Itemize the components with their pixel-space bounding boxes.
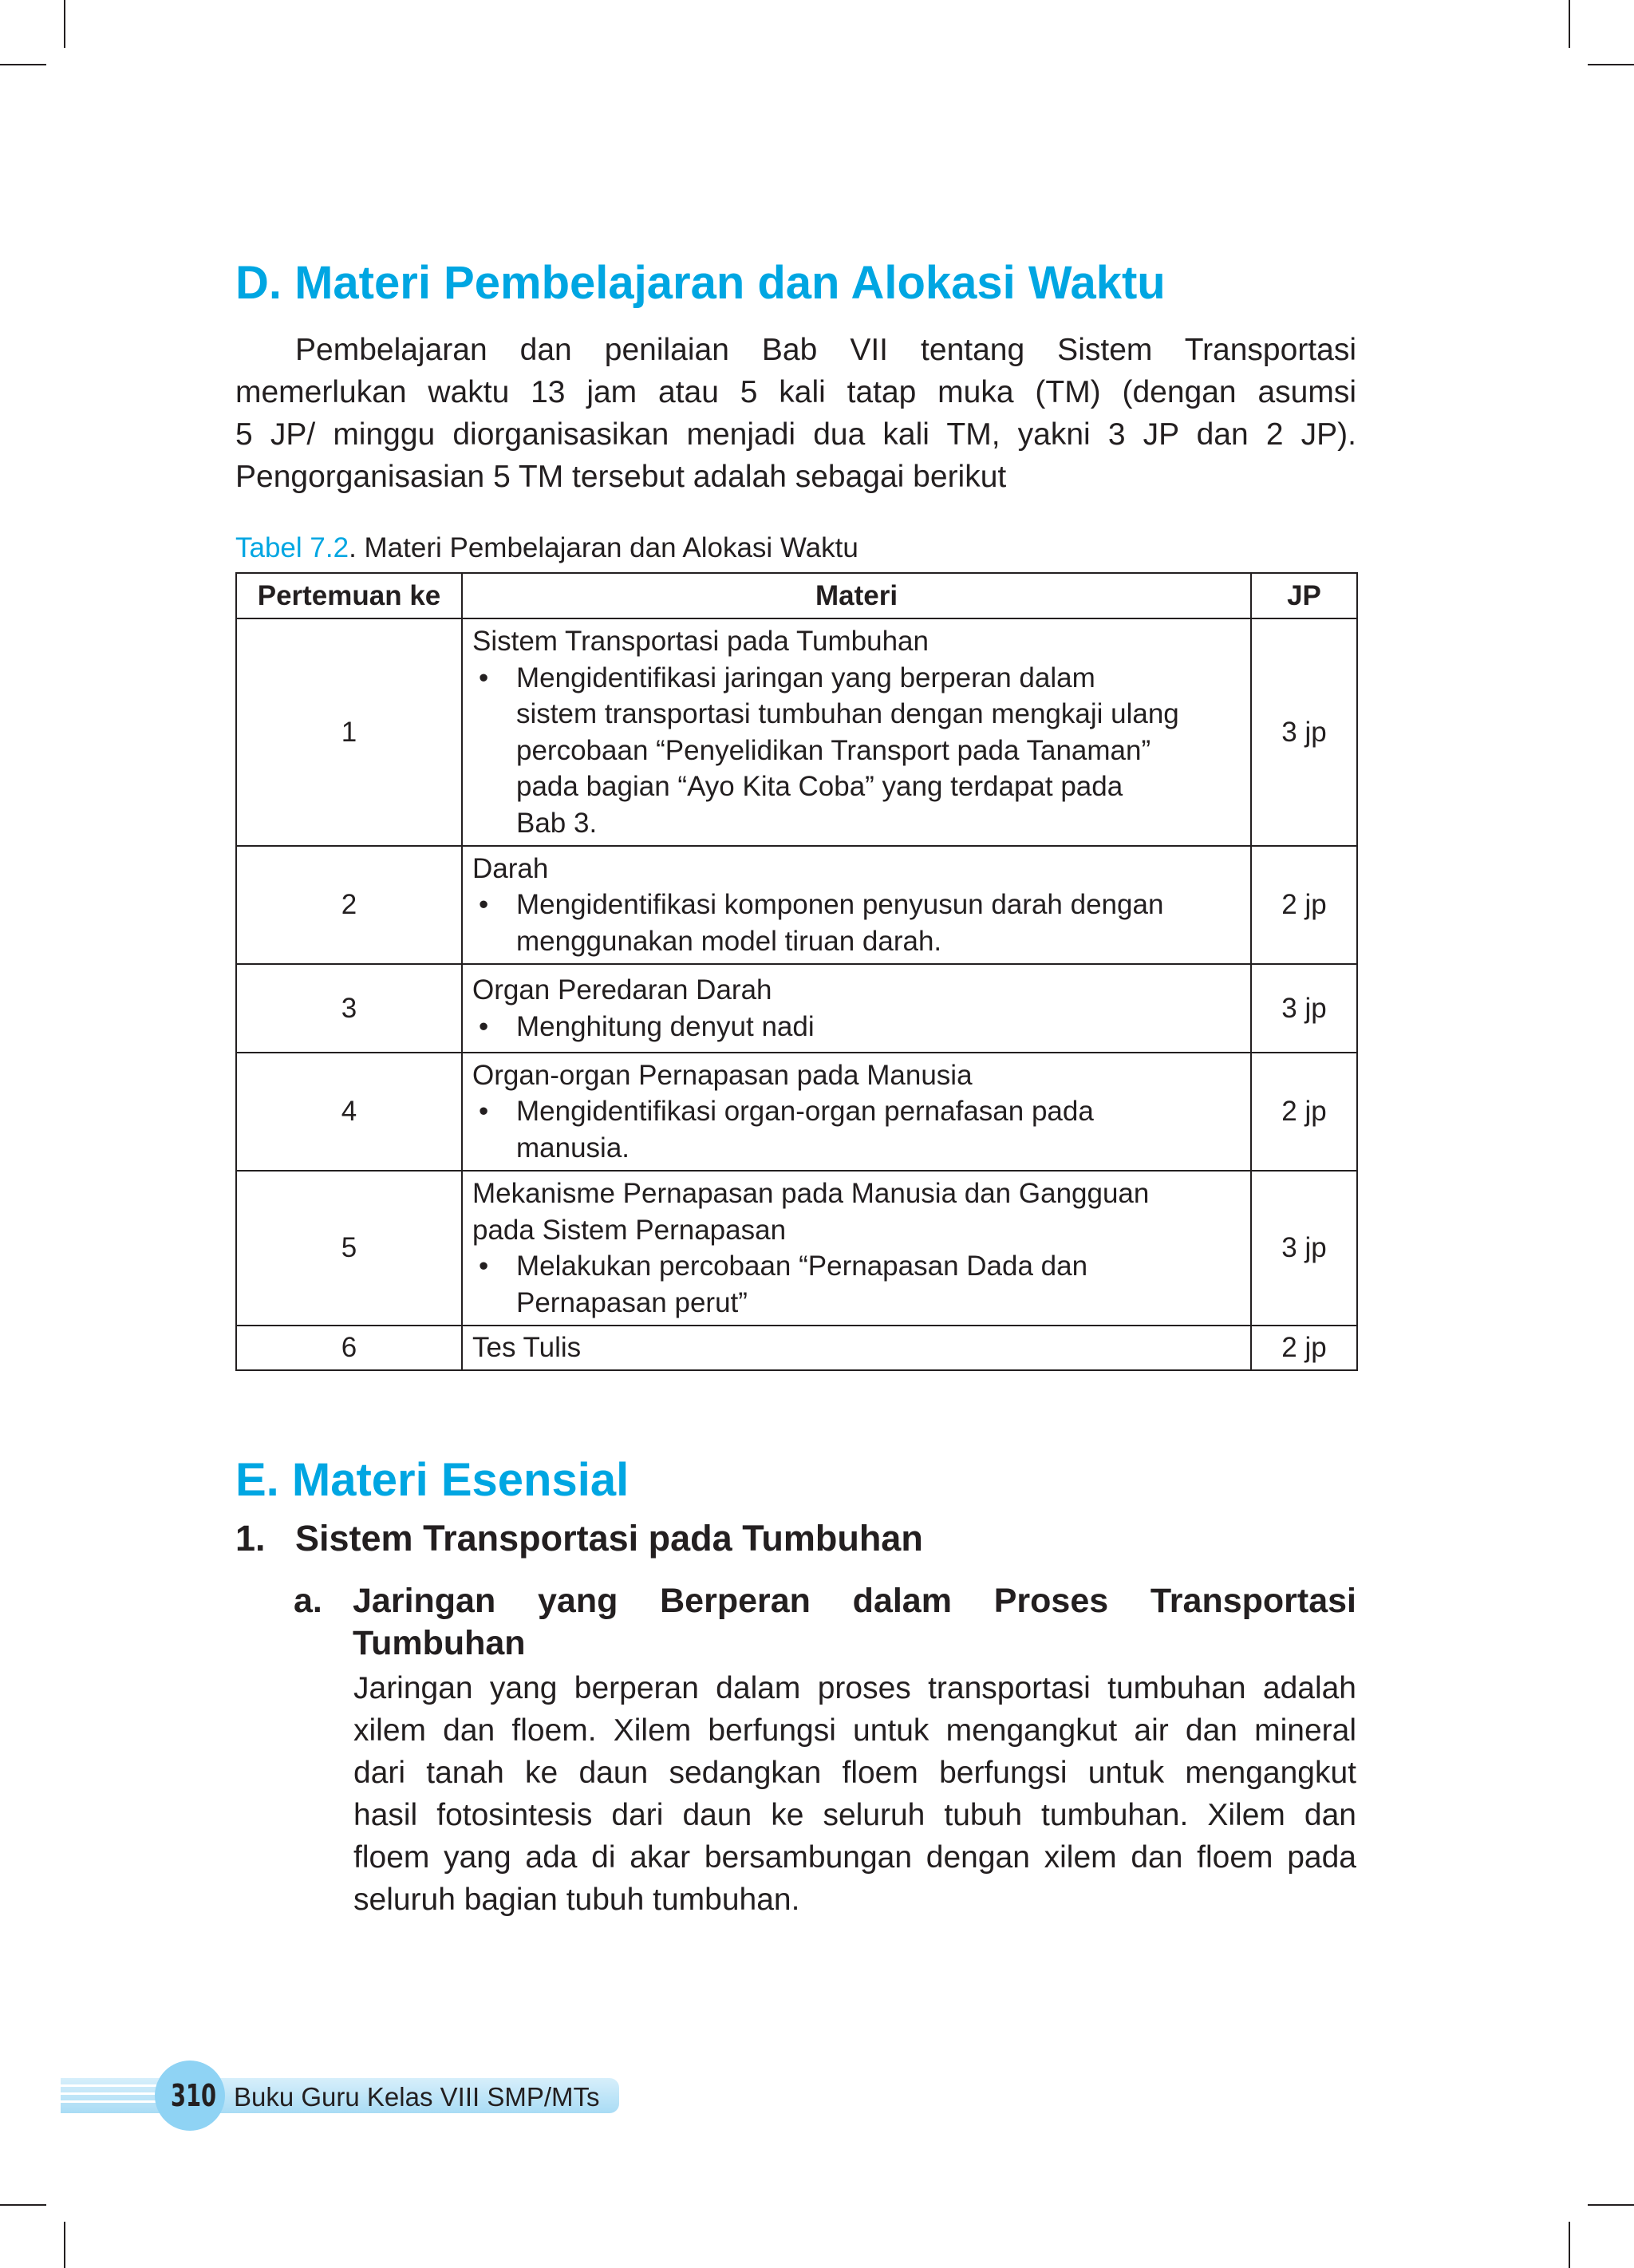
crop-mark — [64, 0, 65, 48]
materi-topic: Sistem Transportasi pada Tumbuhan — [472, 626, 929, 657]
materi-topic: Darah — [472, 852, 549, 884]
bullet-line: percobaan “Penyelidikan Transport pada Tanaman” — [516, 734, 1151, 766]
subsection-heading — [235, 1516, 923, 1561]
table-row — [236, 618, 1357, 846]
materi-topic: Organ-organ Pernapasan pada Manusia — [472, 1059, 973, 1091]
crop-mark — [1588, 2204, 1634, 2206]
crop-mark — [0, 2204, 46, 2206]
table-caption-number: Tabel 7.2 — [235, 532, 349, 563]
meeting-number: 3 — [236, 964, 462, 1053]
body-paragraph — [353, 1667, 1356, 1921]
table-row — [236, 1053, 1357, 1171]
bullet-dot: • — [479, 1096, 489, 1128]
bullet-line: Melakukan percobaan “Pernapasan Dada dan — [516, 1251, 1088, 1282]
bullet-line: manusia. — [516, 1132, 630, 1164]
materi-topic: Mekanisme Pernapasan pada Manusia dan Gangguan — [472, 1178, 1150, 1209]
body-line: xilem dan floem. Xilem berfungsi untuk mengangkut air dan mineral — [353, 1713, 1356, 1748]
table-row — [236, 1326, 1357, 1370]
bullet-dot: • — [479, 662, 489, 693]
sub-subsection-title-line: Jaringan yang Berperan dalam Proses Transportasi — [353, 1582, 1356, 1620]
column-header: Materi — [462, 573, 1251, 618]
paragraph-line: Pembelajaran dan penilaian Bab VII tentang Sistem Transportasi — [295, 333, 1356, 367]
bullet-item — [472, 1093, 1241, 1166]
table-row — [236, 964, 1357, 1053]
bullet-line: Mengidentifikasi komponen penyusun darah dengan — [516, 889, 1164, 921]
bullet-line: menggunakan model tiruan darah. — [516, 925, 942, 957]
bullet-line: Pernapasan perut” — [516, 1286, 748, 1318]
jp-value: 3 jp — [1251, 1171, 1357, 1326]
column-header: Pertemuan ke — [236, 573, 462, 618]
body-line: hasil fotosintesis dari daun ke seluruh tubuh tumbuhan. Xilem dan — [353, 1798, 1356, 1832]
bullet-line: sistem transportasi tumbuhan dengan mengkaji ulang — [516, 698, 1179, 729]
crop-mark — [1588, 64, 1634, 65]
subsection-title: Sistem Transportasi pada Tumbuhan — [295, 1518, 923, 1559]
sub-subsection-letter: a. — [294, 1582, 322, 1620]
materi-cell — [462, 846, 1251, 964]
bullet-dot: • — [479, 1251, 489, 1282]
paragraph-line: 5 JP/ minggu diorganisasikan menjadi dua kali TM, yakni 3 JP dan 2 JP). — [235, 417, 1356, 452]
paragraph-line: Pengorganisasian 5 TM tersebut adalah sebagai berikut — [235, 460, 1007, 494]
materi-cell — [462, 1053, 1251, 1171]
table-header-row — [236, 573, 1357, 618]
jp-value: 3 jp — [1251, 964, 1357, 1053]
materi-cell — [462, 964, 1251, 1053]
page-number: 310 — [171, 2078, 217, 2113]
bullet-line: pada bagian “Ayo Kita Coba” yang terdapat pada — [516, 771, 1123, 802]
jp-value: 3 jp — [1251, 618, 1357, 846]
crop-mark — [1569, 2222, 1570, 2268]
jp-value: 2 jp — [1251, 1326, 1357, 1370]
jp-value: 2 jp — [1251, 846, 1357, 964]
jp-value: 2 jp — [1251, 1053, 1357, 1171]
subsection-number: 1. — [235, 1518, 266, 1559]
section-d-title: D. Materi Pembelajaran dan Alokasi Waktu — [235, 257, 1166, 309]
crop-mark — [0, 64, 46, 65]
materi-topic: Tes Tulis — [472, 1332, 582, 1364]
bullet-line: Bab 3. — [516, 807, 598, 839]
column-header: JP — [1251, 573, 1357, 618]
materi-topic: Organ Peredaran Darah — [472, 974, 772, 1006]
meeting-number: 6 — [236, 1326, 462, 1370]
meeting-number: 5 — [236, 1171, 462, 1326]
materi-table — [235, 572, 1358, 1371]
body-line: floem yang ada di akar bersambungan dengan xilem dan floem pada — [353, 1840, 1356, 1875]
book-title: Buku Guru Kelas VIII SMP/MTs — [234, 2082, 600, 2112]
sub-subsection-heading — [294, 1580, 1356, 1665]
materi-cell — [462, 1171, 1251, 1326]
materi-topic: pada Sistem Pernapasan — [472, 1214, 787, 1246]
bullet-item — [472, 1009, 1241, 1045]
bullet-line: Menghitung denyut nadi — [516, 1010, 815, 1042]
section-d-paragraph — [235, 329, 1356, 498]
bullet-dot: • — [479, 1010, 489, 1042]
materi-cell — [462, 1326, 1251, 1370]
table-caption — [235, 531, 858, 566]
table-row — [236, 1171, 1357, 1326]
meeting-number: 2 — [236, 846, 462, 964]
crop-mark — [1569, 0, 1570, 48]
bullet-item — [472, 887, 1241, 959]
bullet-line: Mengidentifikasi jaringan yang berperan dalam — [516, 662, 1095, 693]
body-line: dari tanah ke daun sedangkan floem berfungsi untuk mengangkut — [353, 1756, 1356, 1790]
materi-cell — [462, 618, 1251, 846]
paragraph-line: memerlukan waktu 13 jam atau 5 kali tatap muka (TM) (dengan asumsi — [235, 375, 1356, 409]
bullet-line: Mengidentifikasi organ-organ pernafasan pada — [516, 1096, 1094, 1128]
meeting-number: 4 — [236, 1053, 462, 1171]
crop-mark — [64, 2222, 65, 2268]
bullet-item — [472, 1248, 1241, 1321]
body-line: Jaringan yang berperan dalam proses transportasi tumbuhan adalah — [353, 1671, 1356, 1705]
body-line: seluruh bagian tubuh tumbuhan. — [353, 1883, 800, 1917]
sub-subsection-title-line: Tumbuhan — [353, 1624, 526, 1662]
table-caption-text: . Materi Pembelajaran dan Alokasi Waktu — [349, 532, 858, 563]
bullet-dot: • — [479, 889, 489, 921]
table-row — [236, 846, 1357, 964]
bullet-item — [472, 660, 1241, 842]
meeting-number: 1 — [236, 618, 462, 846]
section-e-title: E. Materi Esensial — [235, 1454, 630, 1506]
page-footer — [61, 2061, 619, 2132]
